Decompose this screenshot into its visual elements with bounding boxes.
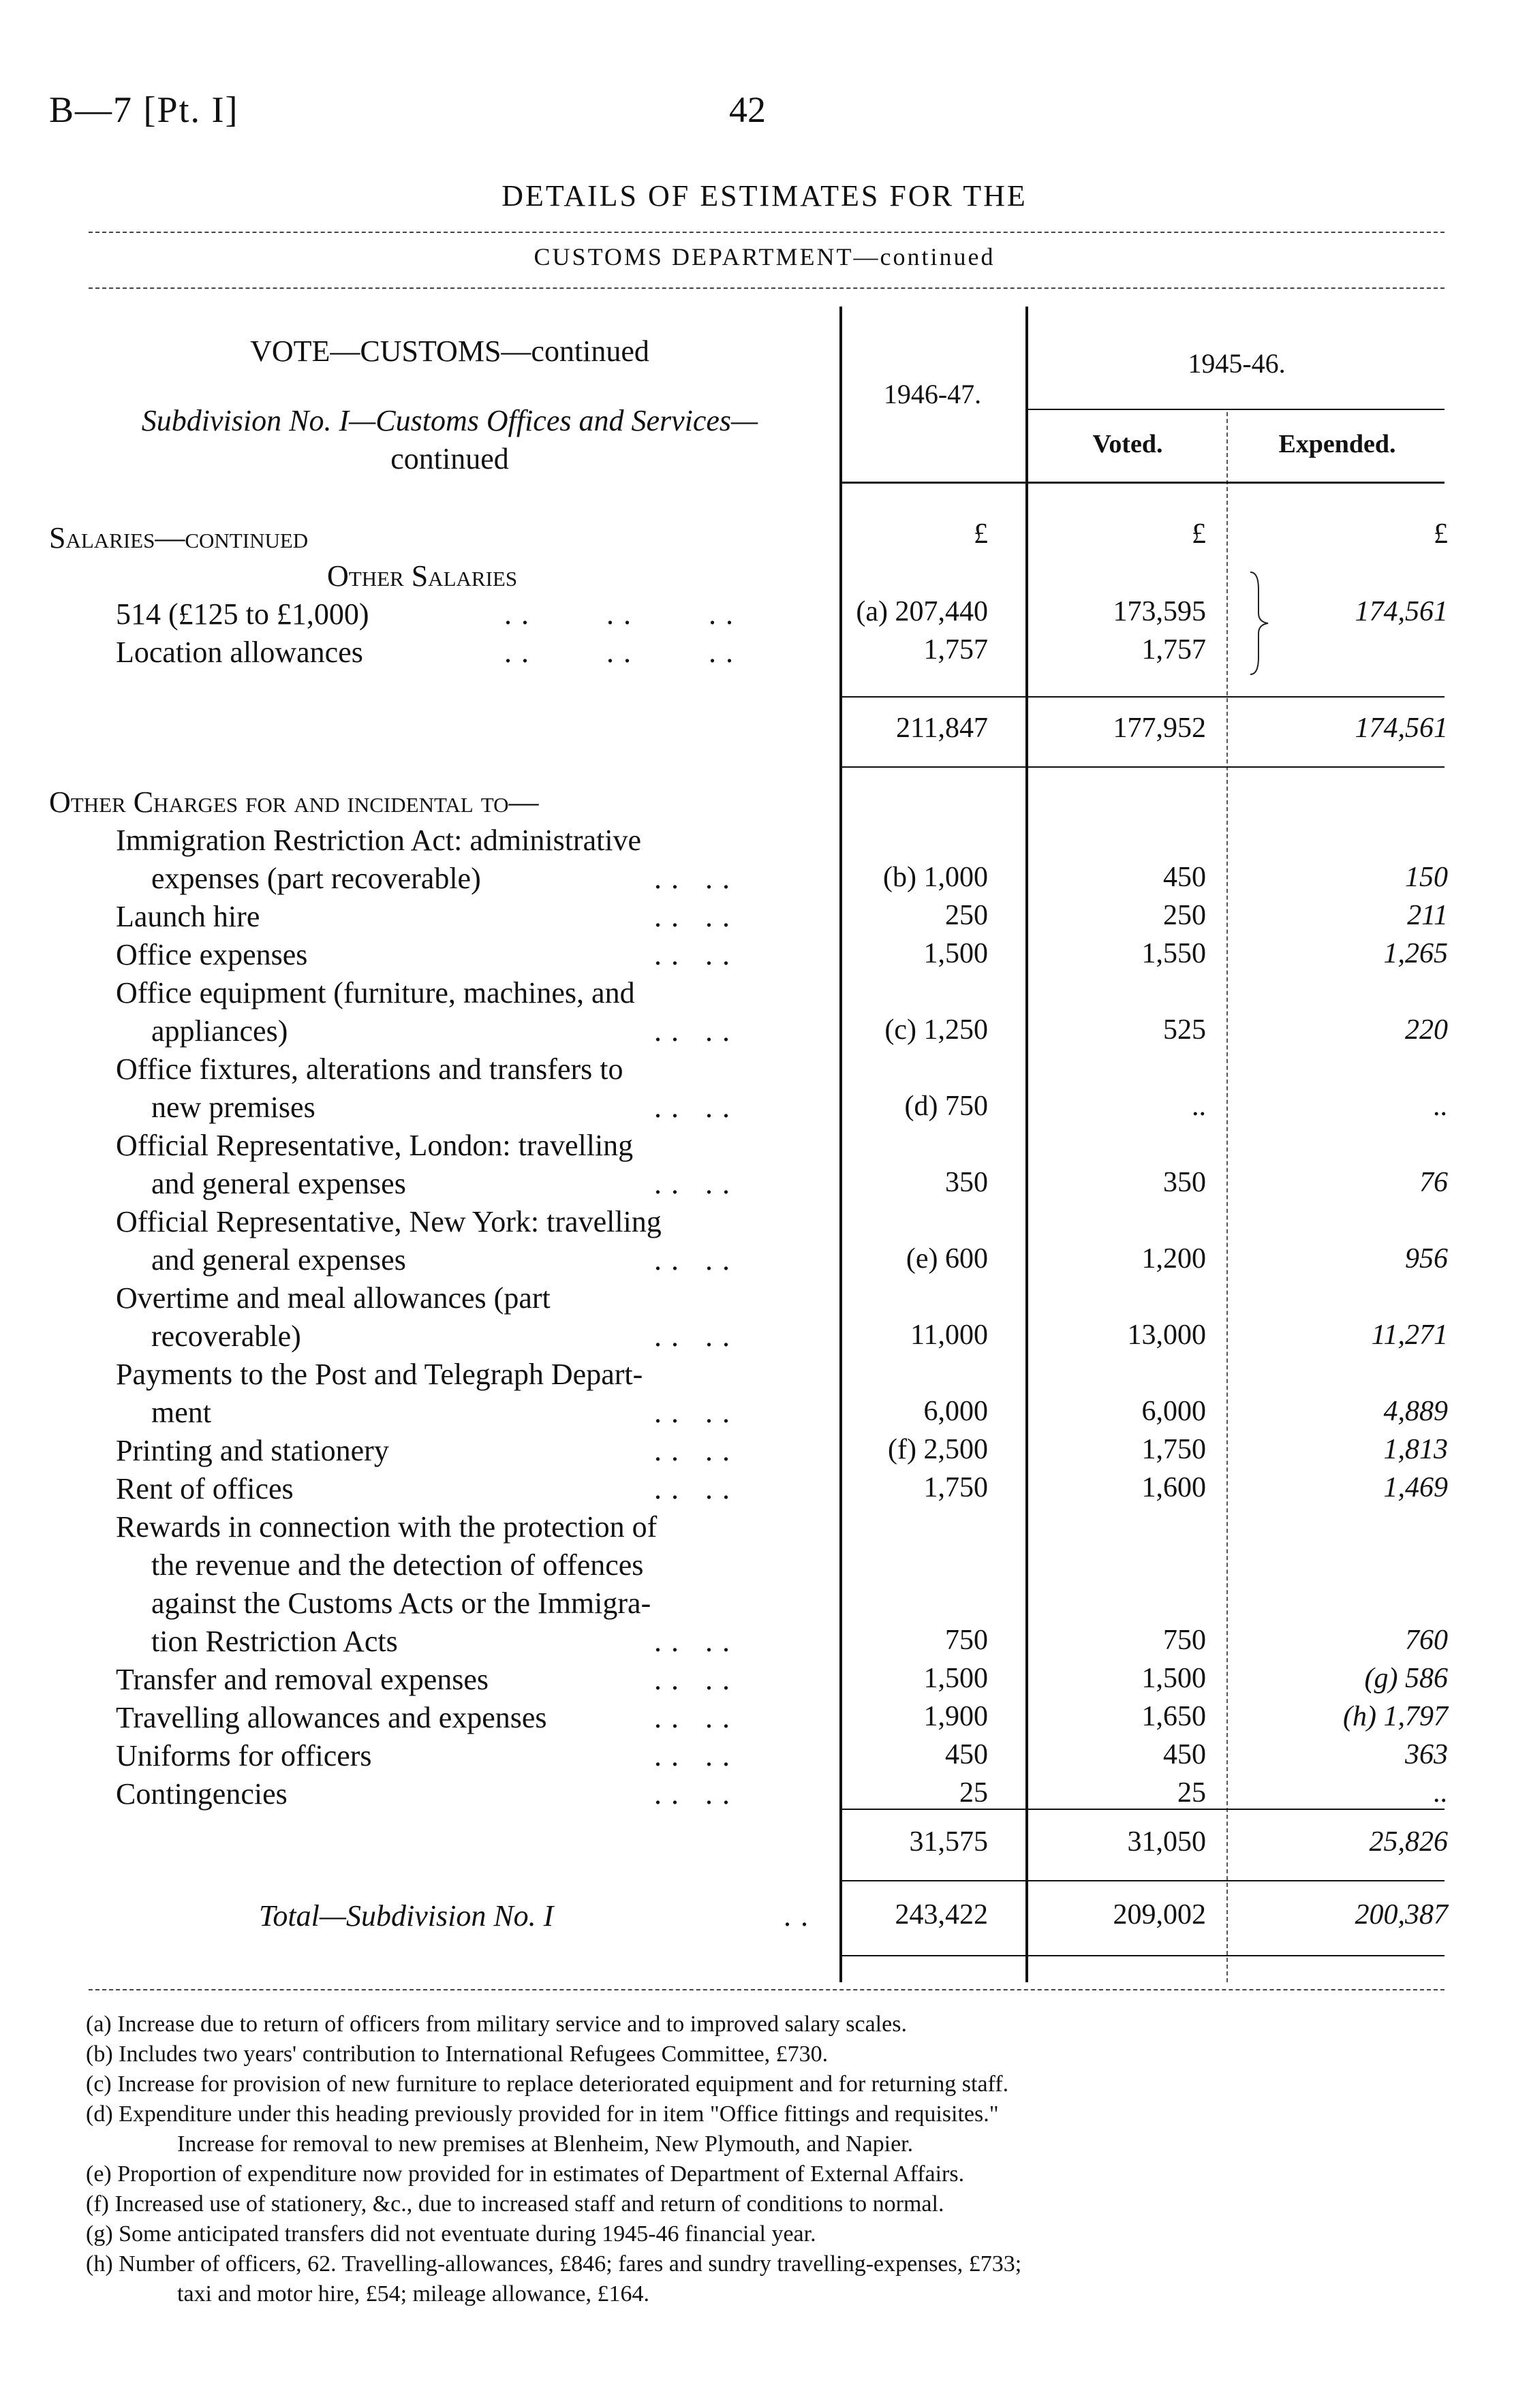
header-rule xyxy=(1027,409,1445,410)
salary-row-label: 514 (£125 to £1,000) xyxy=(116,597,369,631)
leader-dots: .. .. xyxy=(654,1434,739,1467)
charge-label-line: Payments to the Post and Telegraph Depart- xyxy=(116,1358,643,1391)
value-voted: 525 xyxy=(1163,1014,1206,1046)
charge-label-line: expenses (part recoverable) xyxy=(151,862,481,895)
footnote: (h) Number of officers, 62. Travelling-allowances, £846; fares and sundry travelling-expenses, £733; xyxy=(86,2251,1022,2277)
value-1946-47: 6,000 xyxy=(923,1396,988,1427)
charge-label-line: ment xyxy=(151,1396,211,1429)
subtotal-expended: 174,561 xyxy=(1355,713,1448,744)
footnote: (e) Proportion of expenditure now provided for in estimates of Department of External Affairs. xyxy=(86,2161,965,2187)
value-1946-47: (b) 1,000 xyxy=(883,862,988,893)
value-voted: 350 xyxy=(1163,1167,1206,1198)
footnote: taxi and motor hire, £54; mileage allowance, £164. xyxy=(177,2281,650,2307)
unit-symbol: £ xyxy=(974,518,988,550)
charge-label-line: Printing and stationery xyxy=(116,1434,389,1467)
leader-dots: .. .. xyxy=(654,938,739,971)
value-expended: 211 xyxy=(1407,900,1448,931)
leader-dots: .. .. .. xyxy=(504,636,743,669)
page-number: 42 xyxy=(729,89,766,130)
value-expended: .. xyxy=(1434,1091,1448,1122)
value-1946-47: (a) 207,440 xyxy=(856,596,988,627)
footnote: (g) Some anticipated transfers did not eventuate during 1945-46 financial year. xyxy=(86,2221,816,2247)
value-expended: 956 xyxy=(1405,1243,1448,1275)
vote-heading: VOTE—CUSTOMS—continued xyxy=(250,334,649,368)
leader-dots: .. .. xyxy=(654,900,739,933)
value-voted: 173,595 xyxy=(1113,596,1206,627)
page-title: DETAILS OF ESTIMATES FOR THE xyxy=(501,179,1028,213)
value-1946-47: 1,500 xyxy=(923,1663,988,1694)
charge-label-line: Travelling allowances and expenses xyxy=(116,1701,547,1734)
subtotal-1946-47: 211,847 xyxy=(896,713,988,744)
charge-label-line: the revenue and the detection of offences xyxy=(151,1548,644,1582)
value-expended: (g) 586 xyxy=(1364,1663,1448,1694)
value-1946-47: 25 xyxy=(959,1777,988,1809)
value-1946-47: 750 xyxy=(945,1625,988,1656)
value-voted: 6,000 xyxy=(1141,1396,1206,1427)
value-1946-47: 1,757 xyxy=(923,634,988,666)
grand-total-voted: 209,002 xyxy=(1113,1899,1206,1930)
leader-dots: .. .. xyxy=(654,1739,739,1772)
leader-dots: .. .. xyxy=(654,1243,739,1277)
subdivision-line-2: continued xyxy=(390,442,509,475)
charge-label-line: Uniforms for officers xyxy=(116,1739,372,1772)
other-charges-heading: Other Charges for and incidental to— xyxy=(49,785,539,819)
value-expended: 220 xyxy=(1405,1014,1448,1046)
charge-label-line: Official Representative, London: travelling xyxy=(116,1129,634,1162)
charge-label-line: Office equipment (furniture, machines, and xyxy=(116,976,635,1010)
value-voted: 1,500 xyxy=(1141,1663,1206,1694)
value-expended: (h) 1,797 xyxy=(1343,1701,1448,1732)
divider xyxy=(89,232,1445,233)
divider xyxy=(89,287,1445,289)
value-voted: 250 xyxy=(1163,900,1206,931)
other-salaries-heading: Other Salaries xyxy=(327,559,518,593)
total-rule xyxy=(841,1955,1445,1956)
leader-dots: .. .. xyxy=(654,1014,739,1048)
charge-label-line: Rewards in connection with the protection of xyxy=(116,1510,658,1544)
value-expended: 76 xyxy=(1419,1167,1448,1198)
value-1946-47: 350 xyxy=(945,1167,988,1198)
value-expended: 150 xyxy=(1405,862,1448,893)
header-rule xyxy=(841,482,1445,484)
leader-dots: .. .. xyxy=(654,1396,739,1429)
subtotal-voted: 31,050 xyxy=(1127,1826,1206,1858)
leader-dots: .. .. xyxy=(654,1167,739,1200)
footnote: (a) Increase due to return of officers from military service and to improved salary scales. xyxy=(86,2012,907,2037)
footnote: Increase for removal to new premises at Blenheim, New Plymouth, and Napier. xyxy=(177,2131,914,2157)
charge-label-line: Office expenses xyxy=(116,938,308,971)
department-subtitle: CUSTOMS DEPARTMENT—continued xyxy=(534,243,995,270)
charge-label-line: and general expenses xyxy=(151,1243,406,1277)
charge-label-line: recoverable) xyxy=(151,1319,301,1353)
value-1946-47: (d) 750 xyxy=(904,1091,988,1122)
leader-dots: .. .. xyxy=(654,862,739,895)
value-expended: 174,561 xyxy=(1355,596,1448,627)
value-expended: 11,271 xyxy=(1371,1319,1448,1351)
charge-label-line: new premises xyxy=(151,1091,315,1124)
grand-total-expended: 200,387 xyxy=(1355,1899,1448,1930)
charge-label-line: Official Representative, New York: travelling xyxy=(116,1205,662,1238)
column-header-1945-46: 1945-46. xyxy=(1188,348,1286,379)
value-voted: 1,757 xyxy=(1141,634,1206,666)
grand-total-1946-47: 243,422 xyxy=(895,1899,988,1930)
subtotal-rule xyxy=(841,1809,1445,1810)
charge-label-line: Contingencies xyxy=(116,1777,288,1811)
value-1946-47: 1,750 xyxy=(923,1472,988,1503)
value-voted: 25 xyxy=(1177,1777,1206,1809)
charge-label-line: appliances) xyxy=(151,1014,288,1048)
subtotal-expended: 25,826 xyxy=(1369,1826,1448,1858)
charge-label-line: Launch hire xyxy=(116,900,260,933)
value-1946-47: (c) 1,250 xyxy=(884,1014,988,1046)
value-1946-47: 1,900 xyxy=(923,1701,988,1732)
charge-label-line: against the Customs Acts or the Immigra- xyxy=(151,1586,651,1620)
value-expended: 4,889 xyxy=(1383,1396,1448,1427)
footnote: (c) Increase for provision of new furniture to replace deteriorated equipment and for returning staff. xyxy=(86,2071,1009,2097)
value-expended: 363 xyxy=(1405,1739,1448,1770)
value-expended: 1,265 xyxy=(1383,938,1448,969)
value-voted: 1,750 xyxy=(1141,1434,1206,1465)
value-1946-47: 11,000 xyxy=(910,1319,988,1351)
column-rule xyxy=(1025,307,1028,1982)
leader-dots: .. .. xyxy=(654,1777,739,1811)
leader-dots: .. .. xyxy=(654,1663,739,1696)
value-voted: 450 xyxy=(1163,862,1206,893)
salary-row-label: Location allowances xyxy=(116,636,363,669)
leader-dots: .. .. xyxy=(654,1319,739,1353)
subtotal-rule xyxy=(841,1880,1445,1881)
leader-dots: .. .. xyxy=(654,1091,739,1124)
value-1946-47: 250 xyxy=(945,900,988,931)
charge-label-line: tion Restriction Acts xyxy=(151,1625,398,1658)
value-1946-47: 450 xyxy=(945,1739,988,1770)
subdivision-heading xyxy=(82,402,818,478)
leader-dots: .. xyxy=(784,1899,818,1933)
charge-label-line: and general expenses xyxy=(151,1167,406,1200)
value-voted: 450 xyxy=(1163,1739,1206,1770)
value-expended: .. xyxy=(1434,1777,1448,1809)
column-rule xyxy=(1226,412,1228,1982)
value-voted: 1,550 xyxy=(1141,938,1206,969)
leader-dots: .. .. .. xyxy=(504,597,743,631)
subtotal-1946-47: 31,575 xyxy=(909,1826,988,1858)
leader-dots: .. .. xyxy=(654,1625,739,1658)
charge-label-line: Transfer and removal expenses xyxy=(116,1663,489,1696)
value-voted: 1,600 xyxy=(1141,1472,1206,1503)
footnote: (f) Increased use of stationery, &c., due to increased staff and return of conditions to normal. xyxy=(86,2191,944,2217)
charge-label-line: Immigration Restriction Act: administrative xyxy=(116,824,642,857)
column-header-voted: Voted. xyxy=(1092,430,1163,458)
value-expended: 1,813 xyxy=(1383,1434,1448,1465)
unit-symbol: £ xyxy=(1192,518,1206,550)
grand-total-label: Total—Subdivision No. I xyxy=(259,1899,554,1933)
value-voted: 1,200 xyxy=(1141,1243,1206,1275)
subdivision-line-1: Subdivision No. I—Customs Offices and Services— xyxy=(141,404,758,437)
column-header-1946-47: 1946-47. xyxy=(883,379,982,409)
salaries-heading: Salaries—continued xyxy=(49,521,309,554)
value-voted: 750 xyxy=(1163,1625,1206,1656)
charge-label-line: Overtime and meal allowances (part xyxy=(116,1281,551,1315)
footnote: (b) Includes two years' contribution to International Refugees Committee, £730. xyxy=(86,2042,829,2067)
footnote: (d) Expenditure under this heading previously provided for in item "Office fittings and requisites." xyxy=(86,2101,999,2127)
subtotal-rule xyxy=(841,766,1445,768)
value-1946-47: (e) 600 xyxy=(906,1243,988,1275)
subtotal-rule xyxy=(841,696,1445,698)
divider xyxy=(89,1989,1445,1990)
value-voted: .. xyxy=(1192,1091,1206,1122)
leader-dots: .. .. xyxy=(654,1701,739,1734)
value-1946-47: (f) 2,500 xyxy=(888,1434,988,1465)
leader-dots: .. .. xyxy=(654,1472,739,1505)
unit-symbol: £ xyxy=(1434,518,1448,550)
value-1946-47: 1,500 xyxy=(923,938,988,969)
document-reference: B—7 [Pt. I] xyxy=(49,89,239,130)
subtotal-voted: 177,952 xyxy=(1113,713,1206,744)
value-voted: 1,650 xyxy=(1141,1701,1206,1732)
value-expended: 760 xyxy=(1405,1625,1448,1656)
brace-icon xyxy=(1244,569,1278,678)
value-voted: 13,000 xyxy=(1127,1319,1206,1351)
charge-label-line: Office fixtures, alterations and transfers to xyxy=(116,1052,623,1086)
column-header-expended: Expended. xyxy=(1278,430,1396,458)
value-expended: 1,469 xyxy=(1383,1472,1448,1503)
charge-label-line: Rent of offices xyxy=(116,1472,294,1505)
